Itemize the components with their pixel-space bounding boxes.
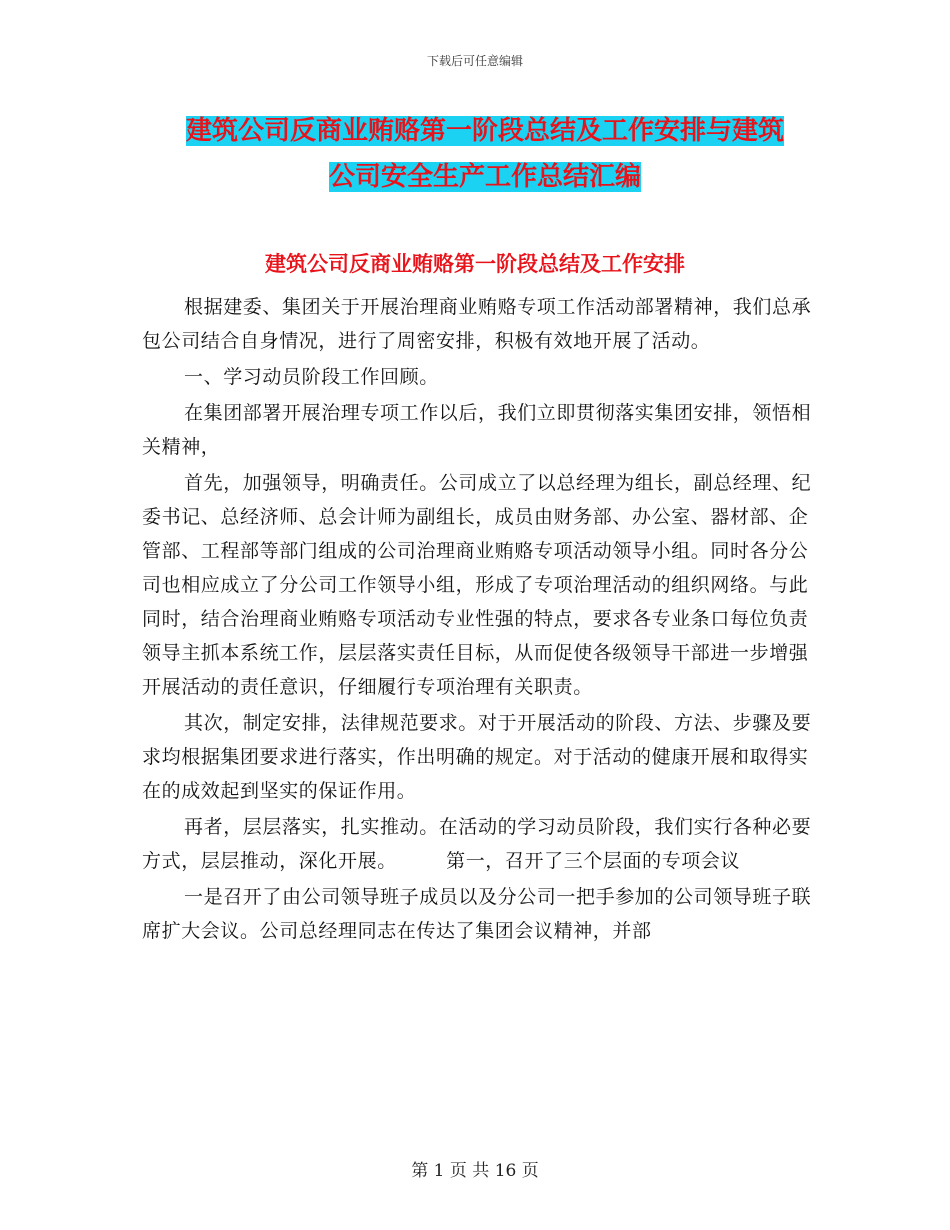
section-title: 建筑公司反商业贿赂第一阶段总结及工作安排 — [265, 252, 685, 276]
paragraph: 其次，制定安排，法律规范要求。对于开展活动的阶段、方法、步骤及要求均根据集团要求进行落实，作出明确的规定。对于活动的健康开展和取得实在的成效起到坚实的保证作用。 — [142, 712, 812, 802]
header-note: 下载后可任意编辑 — [426, 54, 523, 68]
paragraph: 在集团部署开展治理专项工作以后，我们立即贯彻落实集团安排，领悟相关精神， — [142, 402, 812, 458]
paragraph: 首先，加强领导，明确责任。公司成立了以总经理为组长，副总经理、纪委书记、总经济师、总会计师为副组长，成员由财务部、办公室、器材部、企管部、工程部等部门组成的公司治理商业贿赂专项活动领导小组。同时各分公司也相应成立了分公司工作领导小组，形成了专项治理活动的组织网络。与此同时，结合治理商业贿赂专项活动专业性强的特点，要求各专业条口每位负责领导主抓本系统工作，层层落实责任目标，从而促使各级领导干部进一步增强开展活动的责任意识，仔细履行专项治理有关职责。 — [142, 472, 812, 698]
document-title — [140, 108, 830, 200]
document-title-line-1: 建筑公司反商业贿赂第一阶段总结及工作安排与建筑 — [185, 116, 784, 146]
body-text — [142, 290, 812, 948]
paragraph: 一是召开了由公司领导班子成员以及分公司一把手参加的公司领导班子联席扩大会议。公司总经理同志在传达了集团会议精神，并部 — [142, 886, 812, 942]
paragraph: 一、学习动员阶段工作回顾。 — [184, 366, 439, 388]
document-title-line-2: 公司安全生产工作总结汇编 — [328, 162, 641, 192]
page-number: 第 1 页 共 16 页 — [411, 1161, 539, 1181]
paragraph: 再者，层层落实，扎实推动。在活动的学习动员阶段，我们实行各种必要方式，层层推动，深化开展。 第一，召开了三个层面的专项会议 — [142, 816, 812, 872]
paragraph: 根据建委、集团关于开展治理商业贿赂专项工作活动部署精神，我们总承包公司结合自身情况，进行了周密安排，积极有效地开展了活动。 — [142, 296, 812, 352]
